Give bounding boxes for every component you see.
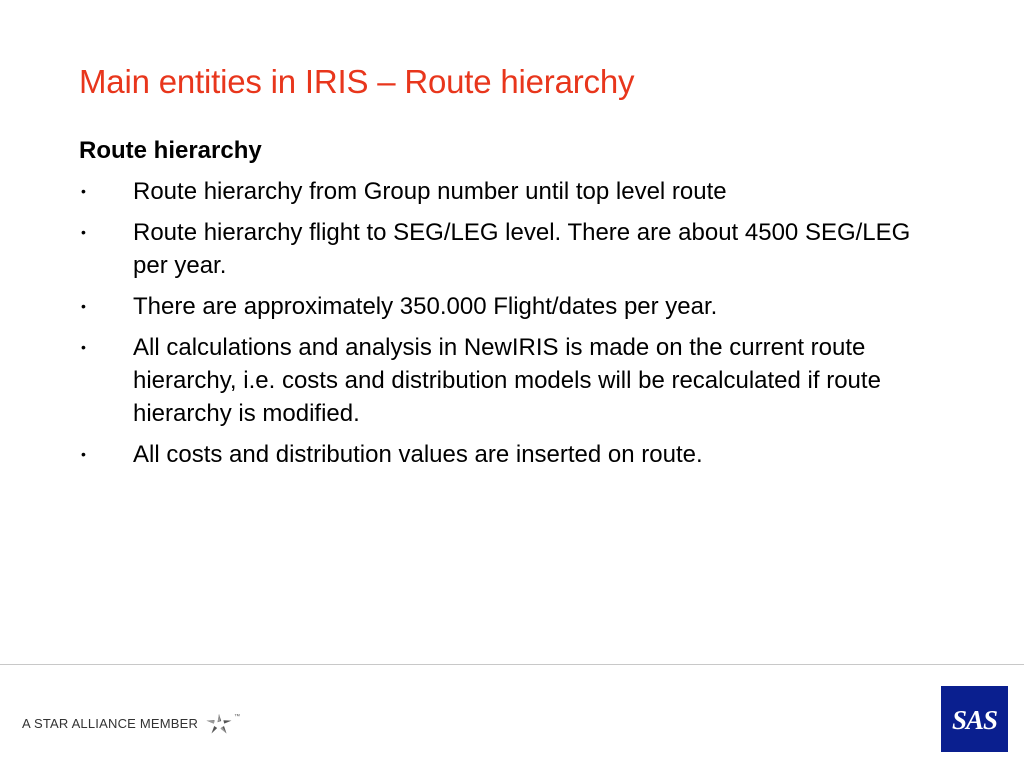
- bullet-item: [79, 175, 949, 208]
- bullet-item: [79, 216, 949, 282]
- footer-divider: [0, 664, 1024, 665]
- bullet-text: All calculations and analysis in NewIRIS is made on the current route hierarchy, i.e. costs and distribution models will be recalculated if route hierarchy is modified.: [133, 334, 881, 427]
- sas-logo: [941, 686, 1008, 752]
- star-alliance-member: [22, 713, 240, 735]
- section-heading: Route hierarchy: [79, 137, 262, 164]
- bullet-item: [79, 331, 949, 430]
- bullet-text: There are approximately 350.000 Flight/dates per year.: [133, 293, 718, 320]
- trademark-symbol: ™: [234, 714, 241, 720]
- bullet-icon: •: [81, 446, 86, 462]
- bullet-text: All costs and distribution values are inserted on route.: [133, 441, 703, 468]
- bullet-item: [79, 438, 949, 471]
- bullet-text: Route hierarchy flight to SEG/LEG level. There are about 4500 SEG/LEG per year.: [133, 219, 911, 279]
- bullet-list: [79, 175, 949, 471]
- slide-title: Main entities in IRIS – Route hierarchy: [79, 63, 635, 100]
- bullet-icon: •: [81, 224, 86, 240]
- bullet-text: Route hierarchy from Group number until top level route: [133, 178, 727, 205]
- bullet-icon: •: [81, 298, 86, 314]
- star-alliance-icon: [205, 713, 233, 735]
- member-text: A STAR ALLIANCE MEMBER: [22, 716, 199, 731]
- bullet-icon: •: [81, 183, 86, 199]
- bullet-item: [79, 290, 949, 323]
- sas-logo-text: SAS: [951, 705, 998, 735]
- slide-content: [79, 134, 949, 479]
- bullet-icon: •: [81, 339, 86, 355]
